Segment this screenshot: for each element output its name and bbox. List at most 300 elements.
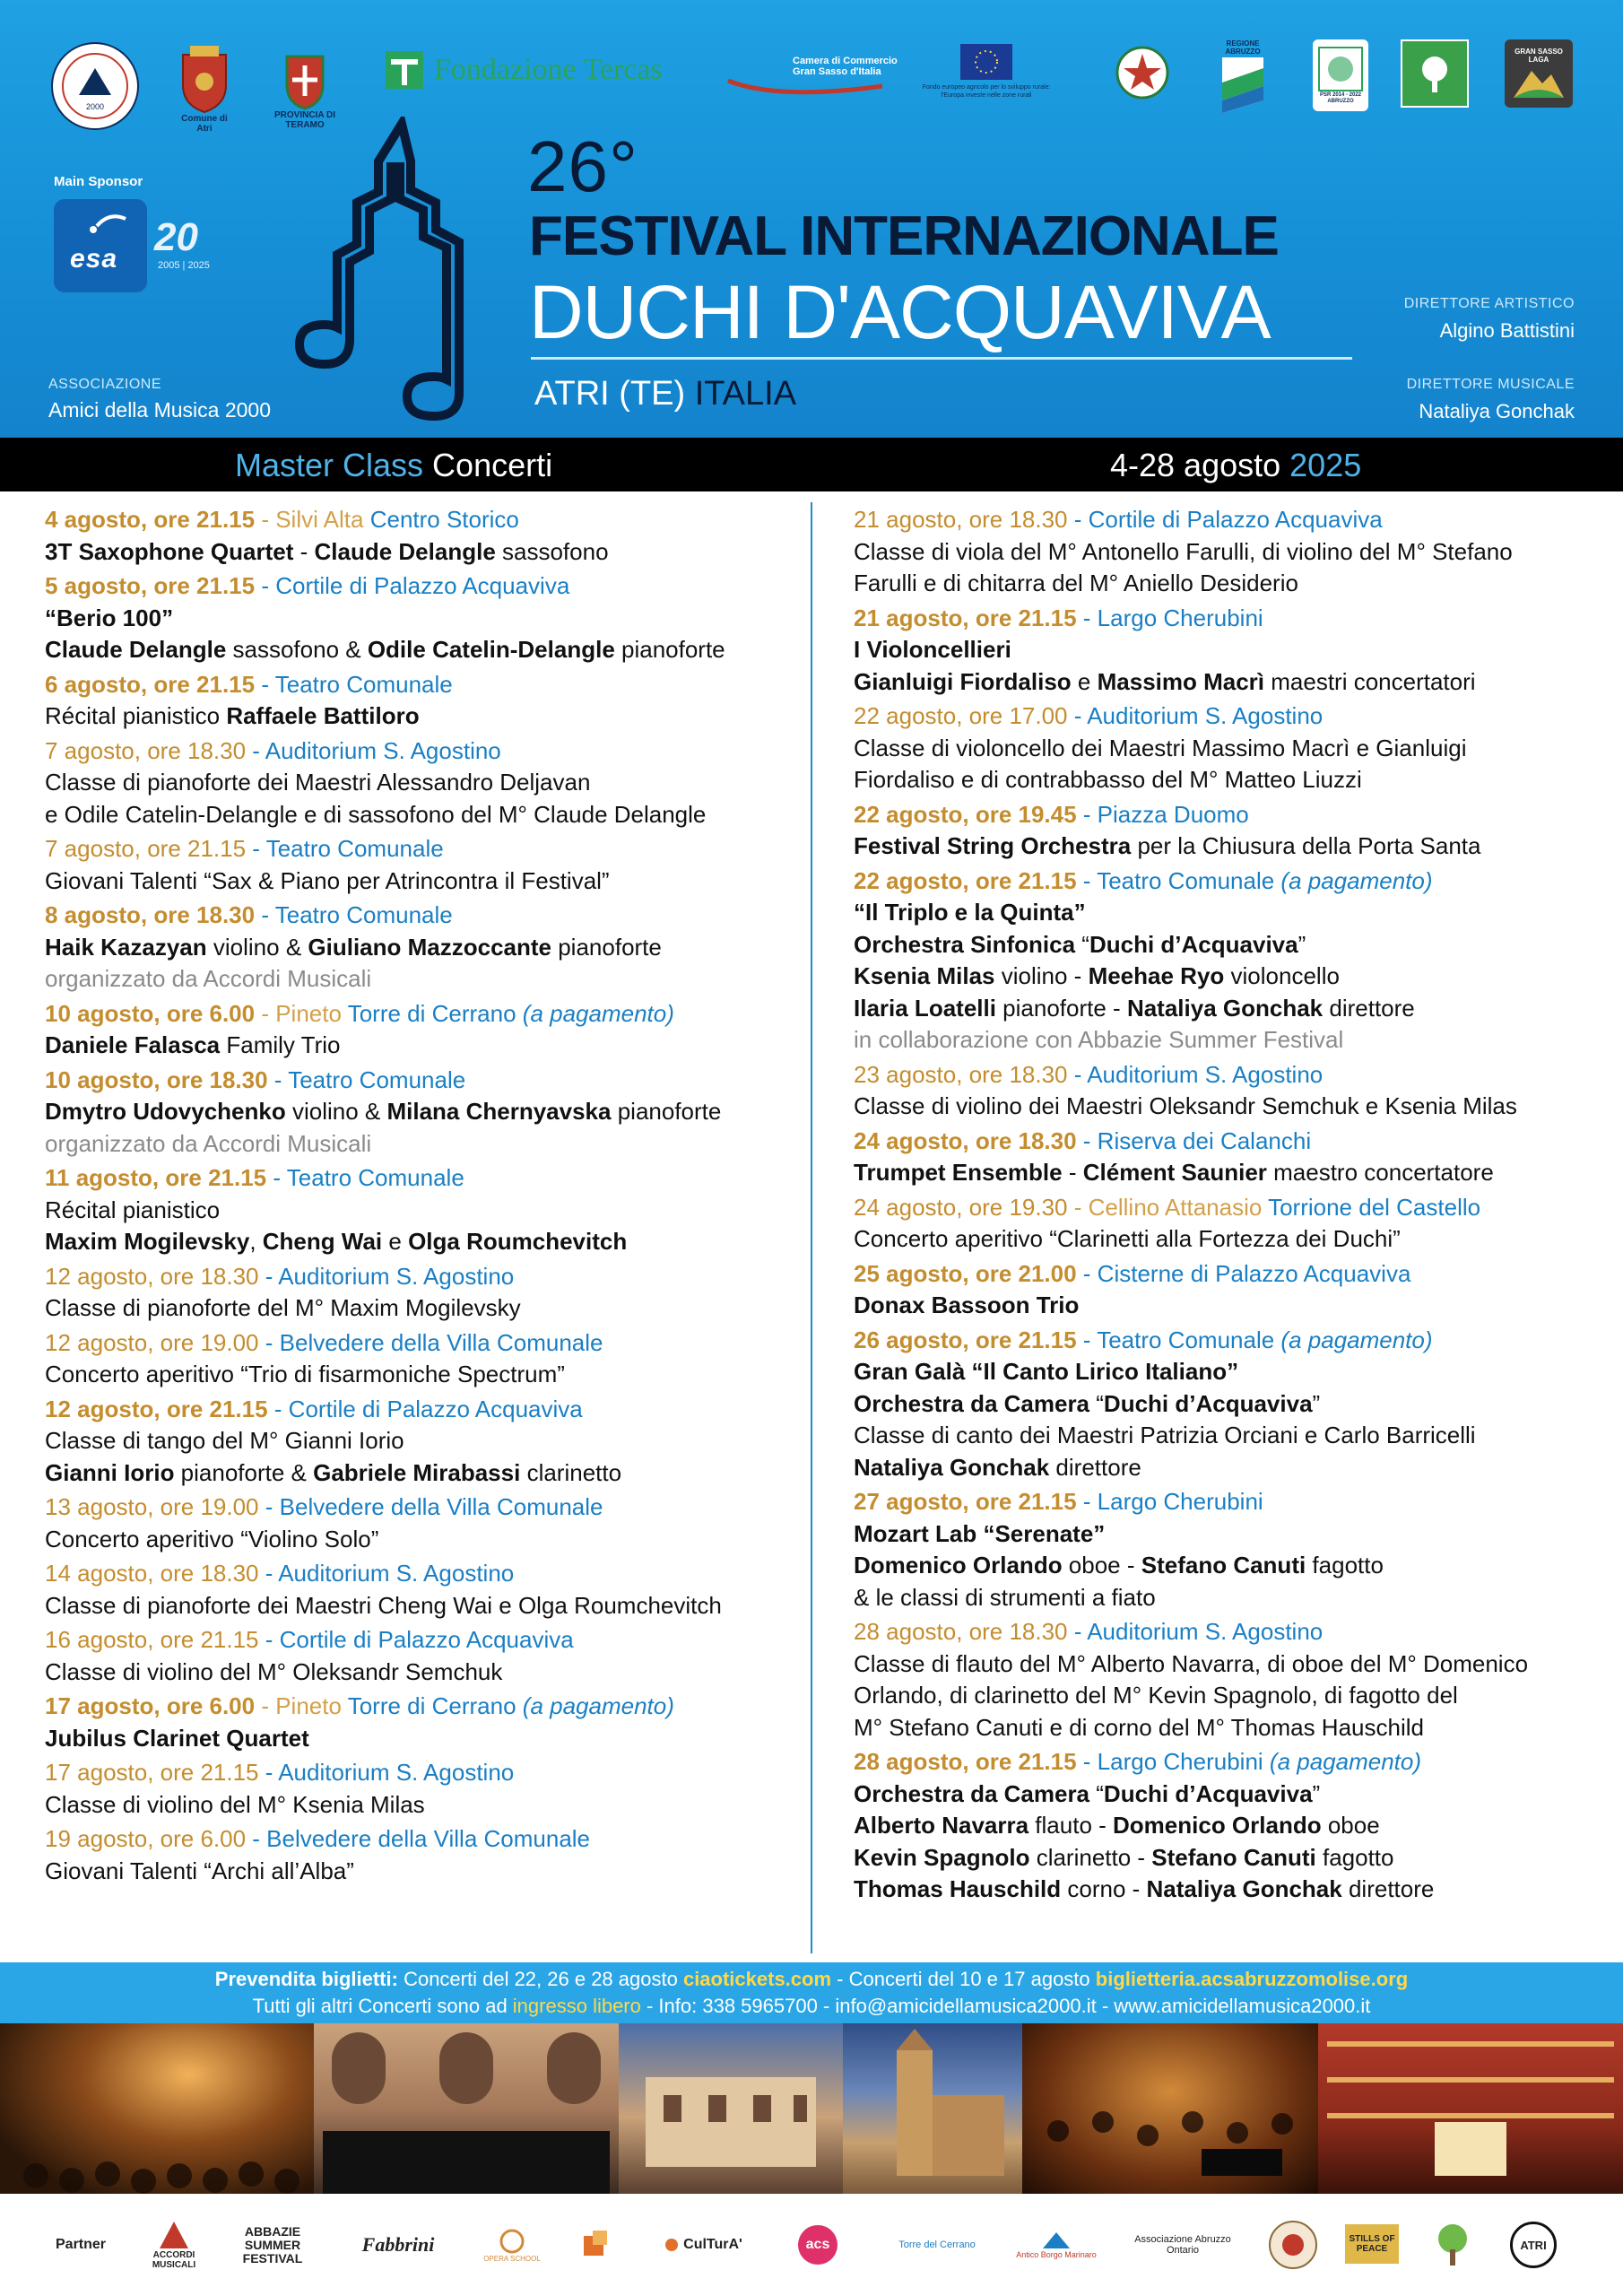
performer-name: Mozart Lab “Serenate” bbox=[854, 1519, 1106, 1547]
event-date: 22 agosto, ore 19.45 bbox=[854, 800, 1077, 828]
event-text: e Odile Catelin-Delangle e di sassofono del M° Claude Delangle bbox=[45, 800, 707, 828]
event-venue: - Piazza Duomo bbox=[1076, 800, 1249, 828]
event-date-venue bbox=[45, 1261, 807, 1293]
festival-location bbox=[534, 375, 796, 413]
event-text: fagotto bbox=[1306, 1552, 1384, 1578]
cultura-dot-icon bbox=[665, 2239, 678, 2251]
event-detail bbox=[45, 1590, 807, 1622]
accordi-musicali-mark-icon bbox=[156, 2220, 192, 2250]
event-text: Classe di violino del M° Ksenia Milas bbox=[45, 1790, 425, 1818]
performer-name: Haik Kazazyan bbox=[45, 933, 207, 961]
event-text: ” bbox=[1312, 1389, 1321, 1417]
performer-name: 3T Saxophone Quartet bbox=[45, 537, 294, 565]
event-date-venue bbox=[45, 1757, 807, 1789]
event-text: violino - bbox=[994, 962, 1089, 989]
esa-anniversary-number: 20 bbox=[154, 215, 198, 259]
event-detail bbox=[854, 961, 1589, 993]
performer-name: Claude Delangle bbox=[45, 636, 227, 663]
photo-strip bbox=[0, 2023, 1623, 2194]
event-venue: - Auditorium S. Agostino bbox=[258, 1262, 515, 1290]
performer-name: Daniele Falasca bbox=[45, 1031, 221, 1058]
concert-event bbox=[854, 865, 1589, 1057]
performer-name: Orchestra da Camera bbox=[854, 1779, 1090, 1807]
contact-info-text: - Info: 338 5965700 - info@amicidellamusica2000.it - www.amicidellamusica2000.it bbox=[640, 1995, 1371, 2017]
performer-name: Ksenia Milas bbox=[854, 962, 995, 989]
event-detail bbox=[854, 1648, 1589, 1681]
musical-director-name: Nataliya Gonchak bbox=[1419, 400, 1575, 422]
event-date-venue bbox=[854, 1325, 1589, 1357]
event-text: fagotto bbox=[1315, 1843, 1394, 1871]
event-detail bbox=[45, 799, 807, 831]
event-date: 17 agosto, ore 6.00 bbox=[45, 1692, 256, 1719]
torre-cerrano-logo bbox=[888, 2213, 986, 2276]
fabbrini-logo bbox=[344, 2213, 452, 2276]
event-detail bbox=[854, 536, 1589, 569]
acs-logo bbox=[775, 2213, 861, 2276]
concert-event bbox=[45, 570, 807, 666]
event-detail bbox=[854, 1157, 1589, 1189]
event-detail bbox=[854, 1024, 1589, 1057]
event-detail bbox=[45, 1096, 807, 1128]
fabbrini-name: Fabbrini bbox=[361, 2233, 435, 2256]
event-venue: - Belvedere della Villa Comunale bbox=[258, 1493, 603, 1520]
program-subtitle bbox=[235, 447, 552, 484]
event-text: flauto - bbox=[1028, 1812, 1114, 1839]
abruzzo-shield-icon bbox=[1220, 56, 1265, 115]
presale-info-line bbox=[0, 1968, 1623, 1991]
free-entry-info-line bbox=[0, 1995, 1623, 2018]
event-date-venue bbox=[45, 1558, 807, 1590]
organizer-note: organizzato da Accordi Musicali bbox=[45, 1129, 372, 1157]
event-text: Classe di tango del M° Gianni Iorio bbox=[45, 1427, 404, 1454]
event-detail bbox=[45, 865, 807, 898]
event-detail bbox=[45, 536, 807, 569]
accordi-musicali-name: ACCORDI MUSICALI bbox=[152, 2250, 196, 2270]
event-date-venue bbox=[854, 1616, 1589, 1648]
event-date: 13 agosto, ore 19.00 bbox=[45, 1493, 259, 1520]
event-town: - bbox=[1067, 1193, 1089, 1221]
event-date-venue bbox=[45, 833, 807, 865]
presale-text-2: - Concerti del 10 e 17 agosto bbox=[831, 1968, 1096, 1990]
event-venue: Centro Storico bbox=[363, 506, 519, 533]
orange-square-icon bbox=[578, 2227, 614, 2263]
tower-note-icon bbox=[292, 117, 508, 422]
event-town: Silvi Alta bbox=[275, 506, 364, 533]
event-date: 28 agosto, ore 18.30 bbox=[854, 1618, 1068, 1645]
event-date: 12 agosto, ore 18.30 bbox=[45, 1262, 259, 1290]
event-date-venue bbox=[854, 1192, 1589, 1224]
regione-abruzzo-logo bbox=[1216, 32, 1270, 122]
event-date-venue bbox=[45, 1691, 807, 1723]
abruzzo-ontario-logo bbox=[1124, 2213, 1241, 2276]
tree-emblem-icon bbox=[1430, 2221, 1475, 2269]
seal-logo bbox=[1264, 2213, 1322, 2276]
event-venue: - Riserva dei Calanchi bbox=[1076, 1126, 1312, 1154]
event-detail bbox=[45, 1789, 807, 1822]
event-text: Farulli e di chitarra del M° Aniello Desiderio bbox=[854, 570, 1298, 596]
event-date-venue bbox=[854, 1059, 1589, 1091]
concert-event bbox=[854, 1486, 1589, 1613]
concert-event bbox=[45, 998, 807, 1062]
event-text: Classe di pianoforte dei Maestri Cheng Wai e Olga Roumchevitch bbox=[45, 1591, 722, 1619]
photo-cathedral bbox=[843, 2023, 1022, 2194]
concert-event bbox=[45, 1492, 807, 1555]
performer-name: Duchi d’Acquaviva bbox=[1103, 1389, 1313, 1417]
acs-ticket-link[interactable]: biglietteria.acsabruzzomolise.org bbox=[1095, 1968, 1409, 1990]
performer-name: Duchi d’Acquaviva bbox=[1089, 930, 1298, 958]
event-text: Concerto aperitivo “Trio di fisarmoniche Spectrum” bbox=[45, 1361, 565, 1387]
festival-location-city: ATRI (TE) bbox=[534, 375, 686, 413]
concert-event bbox=[45, 1065, 807, 1161]
event-text: Classe di pianoforte dei Maestri Alessandro Deljavan bbox=[45, 769, 591, 796]
concert-event bbox=[45, 735, 807, 831]
provincia-teramo-caption: PROVINCIA DI TERAMO bbox=[274, 110, 335, 130]
concert-event bbox=[854, 1059, 1589, 1123]
esa-anniversary-years: 2005 | 2025 bbox=[158, 260, 210, 271]
performer-name: Gianluigi Fiordaliso bbox=[854, 667, 1072, 695]
event-date: 7 agosto, ore 18.30 bbox=[45, 736, 247, 764]
event-venue: - Teatro Comunale bbox=[255, 670, 453, 698]
cultura-name: CulTurA' bbox=[683, 2237, 742, 2252]
event-venue: - Belvedere della Villa Comunale bbox=[246, 1825, 591, 1852]
event-text: pianoforte bbox=[614, 636, 725, 663]
event-detail bbox=[854, 568, 1589, 600]
event-text: corno - bbox=[1061, 1875, 1147, 1902]
event-date-venue bbox=[854, 504, 1589, 536]
event-detail bbox=[45, 1457, 807, 1490]
tercas-mark-icon bbox=[384, 49, 425, 91]
event-date: 7 agosto, ore 21.15 bbox=[45, 835, 247, 862]
event-town: - bbox=[255, 999, 276, 1027]
event-town: Cellino Attanasio bbox=[1088, 1193, 1263, 1221]
event-venue: - Largo Cherubini bbox=[1076, 1488, 1263, 1515]
event-text: Classe di canto dei Maestri Patrizia Orciani e Carlo Barricelli bbox=[854, 1422, 1476, 1448]
performer-name: Orchestra Sinfonica bbox=[854, 930, 1076, 958]
artistic-director-name: Algino Battistini bbox=[1439, 319, 1575, 342]
event-text: pianoforte - bbox=[995, 994, 1127, 1022]
performer-name: “Berio 100” bbox=[45, 604, 174, 631]
event-date-venue bbox=[45, 669, 807, 701]
stills-of-peace-logo bbox=[1345, 2224, 1399, 2264]
concert-event bbox=[854, 700, 1589, 796]
event-venue: - Auditorium S. Agostino bbox=[258, 1560, 515, 1587]
event-text: Classe di pianoforte del M° Maxim Mogilevsky bbox=[45, 1294, 521, 1321]
camera-commercio-swoosh-icon bbox=[725, 77, 886, 100]
event-venue: - Teatro Comunale bbox=[255, 901, 453, 928]
paid-event-note: (a pagamento) bbox=[522, 999, 674, 1027]
event-text: Récital pianistico bbox=[45, 1196, 221, 1223]
atri-name: ATRI bbox=[1510, 2222, 1557, 2268]
event-detail bbox=[45, 1195, 807, 1227]
camera-commercio-logo bbox=[725, 47, 922, 109]
photo-orchestra-stage bbox=[1022, 2023, 1318, 2194]
event-town: Pineto bbox=[275, 999, 342, 1027]
tercas-name: Fondazione Tercas bbox=[434, 53, 663, 86]
photo-orchestra-group bbox=[314, 2023, 619, 2194]
event-date: 6 agosto, ore 21.15 bbox=[45, 670, 256, 698]
event-detail bbox=[854, 1874, 1589, 1906]
event-text: clarinetto - bbox=[1029, 1843, 1152, 1871]
performer-name: Gianni Iorio bbox=[45, 1458, 175, 1486]
festival-header bbox=[0, 0, 1623, 438]
abruzzo-ontario-name: Associazione Abruzzo Ontario bbox=[1134, 2234, 1231, 2256]
event-date-venue bbox=[854, 1126, 1589, 1158]
event-text: Classe di flauto del M° Alberto Navarra, di oboe del M° Domenico bbox=[854, 1649, 1529, 1677]
program-column-left bbox=[45, 504, 807, 1890]
event-text: violoncello bbox=[1224, 962, 1340, 989]
event-text: sassofono bbox=[495, 537, 609, 565]
performer-name: “Il Triplo e la Quinta” bbox=[854, 899, 1086, 926]
event-date: 19 agosto, ore 6.00 bbox=[45, 1825, 247, 1852]
concert-event bbox=[45, 1162, 807, 1258]
leader-tree-icon bbox=[1412, 51, 1457, 96]
performer-name: Meehae Ryo bbox=[1088, 962, 1225, 989]
event-detail bbox=[45, 1723, 807, 1755]
ciaotickets-link[interactable]: ciaotickets.com bbox=[682, 1968, 832, 1990]
performer-name: Milana Chernyavska bbox=[386, 1098, 612, 1125]
event-detail bbox=[45, 963, 807, 996]
performer-name: Trumpet Ensemble bbox=[854, 1159, 1063, 1186]
performer-name: Giuliano Mazzoccante bbox=[308, 933, 551, 961]
event-date-venue bbox=[45, 900, 807, 932]
performer-name: I Violoncellieri bbox=[854, 636, 1011, 663]
musical-director-label: DIRETTORE MUSICALE bbox=[1406, 377, 1575, 392]
event-detail bbox=[45, 603, 807, 635]
performer-name: Nataliya Gonchak bbox=[1146, 1875, 1342, 1902]
event-detail bbox=[854, 733, 1589, 765]
association-name: Amici della Musica 2000 bbox=[48, 398, 272, 422]
borgo-marinaro-icon bbox=[1041, 2231, 1072, 2250]
concert-event bbox=[45, 1394, 807, 1490]
event-text: Orlando, di clarinetto del M° Kevin Spagnolo, di fagotto del bbox=[854, 1682, 1458, 1709]
program-title-bar bbox=[0, 438, 1623, 491]
performer-name: Alberto Navarra bbox=[854, 1812, 1029, 1839]
presale-label: Prevendita biglietti: bbox=[214, 1968, 398, 1990]
concert-event bbox=[45, 1624, 807, 1688]
event-date: 24 agosto, ore 18.30 bbox=[854, 1126, 1077, 1154]
event-detail bbox=[45, 700, 807, 733]
concert-event bbox=[45, 1261, 807, 1325]
event-text: direttore bbox=[1323, 994, 1415, 1022]
event-venue: - Largo Cherubini bbox=[1076, 1748, 1270, 1775]
event-date: 16 agosto, ore 21.15 bbox=[45, 1626, 259, 1653]
program-column-right bbox=[854, 504, 1589, 1909]
event-text: e bbox=[1071, 667, 1098, 695]
concerti-label: Concerti bbox=[423, 447, 553, 483]
performer-name: Domenico Orlando bbox=[854, 1552, 1063, 1578]
master-class-label: Master Class bbox=[235, 447, 424, 483]
event-text: Giovani Talenti “Archi all’Alba” bbox=[45, 1857, 354, 1884]
atri-coat-of-arms-icon bbox=[179, 46, 230, 114]
event-text: Récital pianistico bbox=[45, 702, 227, 729]
event-text: Concerto aperitivo “Clarinetti alla Fortezza dei Duchi” bbox=[854, 1225, 1401, 1252]
opera-school-name: OPERA SCHOOL bbox=[483, 2254, 541, 2263]
event-venue: - Cortile di Palazzo Acquaviva bbox=[258, 1626, 574, 1653]
borgo-marinaro-name: Antico Borgo Marinaro bbox=[1016, 2250, 1097, 2259]
performer-name: Domenico Orlando bbox=[1113, 1812, 1322, 1839]
event-text: & le classi di strumenti a fiato bbox=[854, 1583, 1156, 1611]
repubblica-logo bbox=[1114, 41, 1171, 104]
performer-name: Nataliya Gonchak bbox=[854, 1453, 1050, 1481]
concert-event bbox=[45, 900, 807, 996]
opera-school-mark-icon bbox=[499, 2228, 525, 2255]
performer-name: Jubilus Clarinet Quartet bbox=[45, 1724, 309, 1752]
concert-event bbox=[45, 833, 807, 897]
event-detail bbox=[854, 897, 1589, 929]
event-venue: Torrione del Castello bbox=[1262, 1193, 1481, 1221]
generic-partner-logo bbox=[574, 2213, 619, 2276]
event-detail bbox=[854, 1452, 1589, 1484]
paid-event-note: (a pagamento) bbox=[1280, 866, 1433, 894]
event-date: 14 agosto, ore 18.30 bbox=[45, 1560, 259, 1587]
gran-sasso-laga-caption: GRAN SASSO LAGA bbox=[1515, 48, 1563, 64]
event-text: direttore bbox=[1341, 1875, 1435, 1902]
concert-event bbox=[45, 1823, 807, 1887]
event-text: Classe di violino dei Maestri Oleksandr Semchuk e Ksenia Milas bbox=[854, 1092, 1517, 1119]
free-entry-highlight: ingresso libero bbox=[512, 1995, 641, 2017]
event-date-venue bbox=[45, 998, 807, 1031]
festival-year: 2025 bbox=[1289, 447, 1362, 483]
event-date-venue bbox=[45, 504, 807, 536]
festival-title-line1: FESTIVAL INTERNAZIONALE bbox=[529, 205, 1279, 267]
event-venue: Torre di Cerrano bbox=[341, 999, 523, 1027]
event-text: sassofono & bbox=[226, 636, 368, 663]
event-text: clarinetto bbox=[520, 1458, 622, 1486]
event-text: pianoforte bbox=[611, 1098, 722, 1125]
event-detail bbox=[45, 1657, 807, 1689]
abbazie-name: ABBAZIE SUMMER FESTIVAL bbox=[242, 2223, 303, 2266]
event-text: violino & bbox=[285, 1098, 387, 1125]
amici-della-musica-emblem-icon bbox=[50, 41, 140, 131]
event-text: e bbox=[382, 1228, 409, 1255]
italian-emblem-icon bbox=[1115, 45, 1170, 100]
event-detail bbox=[854, 1842, 1589, 1874]
event-date: 4 agosto, ore 21.15 bbox=[45, 506, 256, 533]
performer-name: Festival String Orchestra bbox=[854, 832, 1132, 859]
concert-event bbox=[854, 1126, 1589, 1189]
photo-night-concert bbox=[0, 2023, 314, 2194]
event-date: 21 agosto, ore 21.15 bbox=[854, 604, 1077, 631]
event-detail bbox=[854, 1779, 1589, 1811]
psr-logo bbox=[1313, 39, 1368, 111]
title-divider bbox=[531, 357, 1352, 360]
fondazione-tercas-logo bbox=[384, 43, 694, 97]
ticket-info-bar bbox=[0, 1962, 1623, 2023]
event-venue: - Largo Cherubini bbox=[1076, 604, 1263, 631]
performer-name: Maxim Mogilevsky bbox=[45, 1228, 250, 1255]
event-text: “ bbox=[1075, 930, 1089, 958]
event-date: 22 agosto, ore 21.15 bbox=[854, 866, 1077, 894]
event-venue: Torre di Cerrano bbox=[341, 1692, 523, 1719]
event-detail bbox=[854, 1388, 1589, 1421]
event-town: Pineto bbox=[275, 1692, 342, 1719]
partners-bar bbox=[0, 2194, 1623, 2296]
event-date-venue bbox=[854, 1746, 1589, 1779]
accordi-musicali-logo bbox=[140, 2213, 208, 2276]
event-detail bbox=[45, 1856, 807, 1888]
event-detail bbox=[854, 1091, 1589, 1123]
event-text: - bbox=[1062, 1159, 1083, 1186]
association-label: ASSOCIAZIONE bbox=[48, 377, 162, 392]
institutional-logos-row bbox=[45, 32, 1587, 140]
event-detail bbox=[854, 1582, 1589, 1614]
seal-emblem-icon bbox=[1268, 2220, 1318, 2270]
gran-sasso-laga-logo bbox=[1505, 39, 1573, 108]
event-detail bbox=[854, 993, 1589, 1025]
presale-text-1: Concerti del 22, 26 e 28 agosto bbox=[397, 1968, 683, 1990]
concert-event bbox=[854, 1258, 1589, 1322]
event-date: 25 agosto, ore 21.00 bbox=[854, 1259, 1077, 1287]
event-detail bbox=[854, 1680, 1589, 1712]
cultura-logo bbox=[655, 2213, 753, 2276]
performer-name: Stefano Canuti bbox=[1141, 1552, 1306, 1578]
event-venue: - Auditorium S. Agostino bbox=[1067, 702, 1324, 729]
column-divider bbox=[811, 502, 812, 1953]
event-venue: - Teatro Comunale bbox=[246, 835, 444, 862]
performer-name: Thomas Hauschild bbox=[854, 1875, 1062, 1902]
comune-atri-caption: Comune di Atri bbox=[181, 114, 228, 134]
event-date-venue bbox=[45, 1492, 807, 1524]
photo-theatre-interior bbox=[1318, 2023, 1623, 2194]
performer-name: Odile Catelin-Delangle bbox=[367, 636, 615, 663]
event-detail bbox=[45, 767, 807, 799]
event-date: 5 agosto, ore 21.15 bbox=[45, 572, 256, 599]
free-entry-text-1: Tutti gli altri Concerti sono ad bbox=[252, 1995, 513, 2017]
eu-flag-icon bbox=[960, 44, 1012, 80]
concert-program bbox=[0, 491, 1623, 1962]
psr-caption: PSR 2014 - 2022 ABRUZZO bbox=[1319, 92, 1362, 104]
event-date: 21 agosto, ore 18.30 bbox=[854, 506, 1068, 533]
paid-event-note: (a pagamento) bbox=[1280, 1326, 1433, 1353]
event-date-venue bbox=[45, 570, 807, 603]
event-text: Fiordaliso e di contrabbasso del M° Matteo Liuzzi bbox=[854, 766, 1362, 793]
performer-name: Cheng Wai bbox=[262, 1228, 383, 1255]
concert-event bbox=[854, 1616, 1589, 1744]
event-text: Giovani Talenti “Sax & Piano per Atrincontra il Festival” bbox=[45, 866, 610, 894]
concert-event bbox=[854, 603, 1589, 699]
event-date: 28 agosto, ore 21.15 bbox=[854, 1748, 1077, 1775]
event-date: 26 agosto, ore 21.15 bbox=[854, 1326, 1077, 1353]
torre-cerrano-name: Torre del Cerrano bbox=[898, 2239, 976, 2250]
performer-name: Massimo Macrì bbox=[1097, 667, 1265, 695]
svg-text:2000: 2000 bbox=[85, 102, 105, 111]
tree-logo bbox=[1426, 2213, 1480, 2276]
event-text: M° Stefano Canuti e di corno del M° Thomas Hauschild bbox=[854, 1713, 1424, 1741]
event-venue: - Cortile di Palazzo Acquaviva bbox=[267, 1395, 583, 1422]
performer-name: Nataliya Gonchak bbox=[1126, 994, 1324, 1022]
concert-event bbox=[45, 1327, 807, 1391]
partners-label: Partner bbox=[56, 2237, 107, 2252]
event-venue: - Cortile di Palazzo Acquaviva bbox=[1067, 506, 1383, 533]
psr-mark-icon bbox=[1317, 46, 1364, 92]
eu-fund-caption: Fondo europeo agricolo per lo sviluppo rurale: l'Europa investe nelle zone rurali bbox=[922, 84, 1051, 99]
event-text: ” bbox=[1298, 930, 1306, 958]
photo-theatre-square bbox=[619, 2023, 843, 2194]
event-detail bbox=[45, 634, 807, 666]
event-text: Classe di violoncello dei Maestri Massimo Macrì e Gianluigi bbox=[854, 734, 1467, 761]
paid-event-note: (a pagamento) bbox=[1269, 1748, 1422, 1775]
acs-name: acs bbox=[798, 2225, 838, 2265]
festival-edition: 26° bbox=[527, 126, 638, 206]
organizer-note: organizzato da Accordi Musicali bbox=[45, 965, 372, 992]
amici-della-musica-logo bbox=[50, 41, 140, 131]
event-date-venue bbox=[854, 700, 1589, 733]
comune-atri-logo bbox=[178, 39, 231, 140]
event-text: per la Chiusura della Porta Santa bbox=[1131, 832, 1481, 859]
event-text: “ bbox=[1089, 1389, 1104, 1417]
event-text: Classe di violino del M° Oleksandr Semchuk bbox=[45, 1657, 503, 1685]
event-detail bbox=[854, 1518, 1589, 1551]
